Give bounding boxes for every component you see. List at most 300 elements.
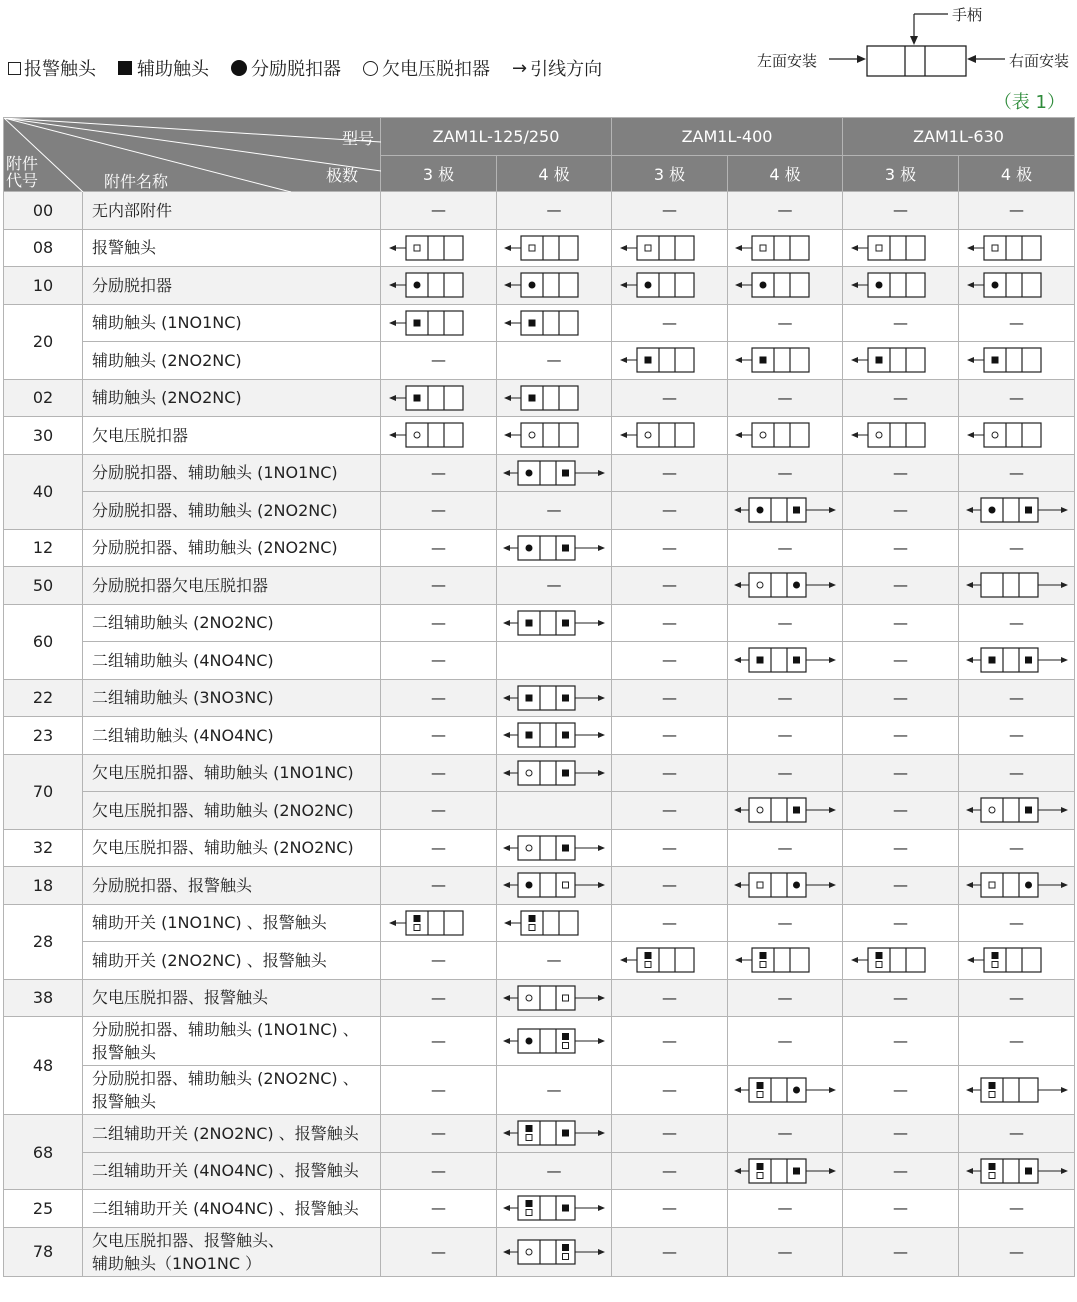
wiring-diagram-cell	[843, 229, 959, 267]
not-available-dash: —	[843, 492, 959, 530]
not-available-dash: —	[843, 679, 959, 717]
accessory-name: 报警触头	[83, 229, 381, 267]
not-available-dash: —	[728, 754, 843, 792]
arrow-left-icon	[503, 845, 510, 851]
not-available-dash: —	[843, 829, 959, 867]
accessory-name: 分励脱扣器、辅助触头 (2NO2NC) 、 报警触头	[83, 1066, 381, 1115]
wiring-diagram-cell	[728, 567, 843, 605]
auxiliary-contact-symbol	[562, 732, 569, 739]
arrow-left-icon	[503, 732, 510, 738]
shunt-release-symbol	[875, 282, 882, 289]
accessory-code: 10	[4, 267, 83, 305]
not-available-dash: —	[843, 979, 959, 1017]
arrow-left-icon	[967, 957, 974, 963]
alarm-contact-symbol	[563, 882, 569, 888]
name-label: 附件名称	[104, 172, 169, 191]
wiring-diagram	[502, 871, 606, 899]
arrow-left-icon	[620, 282, 627, 288]
alarm-contact-symbol	[989, 882, 995, 888]
arrow-left-icon	[966, 507, 973, 513]
table-row	[4, 1227, 1075, 1276]
shunt-release-symbol	[793, 582, 800, 589]
wiring-diagram-cell	[612, 342, 728, 380]
wiring-diagram-cell	[728, 942, 843, 980]
accessory-table	[3, 117, 1075, 1277]
wiring-diagram-cell	[497, 379, 612, 417]
wiring-diagram	[502, 1238, 606, 1266]
not-available-dash: —	[843, 304, 959, 342]
wiring-diagram	[502, 459, 606, 487]
arrow-left-icon	[503, 545, 510, 551]
not-available-dash: —	[612, 642, 728, 680]
wiring-diagram	[502, 234, 606, 262]
not-available-dash: —	[959, 604, 1075, 642]
wiring-diagram-cell	[381, 229, 497, 267]
arrow-left-icon	[504, 282, 511, 288]
wiring-diagram	[965, 571, 1069, 599]
wiring-diagram	[502, 271, 606, 299]
wiring-diagram-cell	[728, 229, 843, 267]
auxiliary-contact-symbol	[562, 1244, 569, 1251]
wiring-diagram-cell	[497, 267, 612, 305]
wiring-diagram	[387, 384, 491, 412]
undervoltage-release-symbol	[757, 807, 763, 813]
wiring-diagram	[965, 871, 1069, 899]
arrow-left-icon	[504, 320, 511, 326]
not-available-dash: —	[843, 717, 959, 755]
wiring-diagram	[965, 646, 1069, 674]
table-row	[4, 267, 1075, 305]
table-row	[4, 792, 1075, 830]
arrow-left-icon	[389, 320, 396, 326]
shunt-release-symbol	[529, 282, 536, 289]
wiring-diagram	[502, 534, 606, 562]
not-available-dash: —	[497, 1152, 612, 1190]
undervoltage-release-symbol	[757, 582, 763, 588]
arrow-left-icon	[620, 245, 627, 251]
arrow-right-icon	[598, 882, 605, 888]
auxiliary-contact-symbol	[1025, 1167, 1032, 1174]
wiring-diagram-cell	[497, 454, 612, 492]
accessory-code: 25	[4, 1190, 83, 1228]
wiring-diagram-cell	[497, 829, 612, 867]
accessory-box	[406, 911, 463, 935]
not-available-dash: —	[497, 192, 612, 230]
table-row	[4, 417, 1075, 455]
wiring-diagram	[502, 609, 606, 637]
accessory-code: 08	[4, 229, 83, 267]
not-available-dash: —	[959, 1190, 1075, 1228]
undervoltage-release-symbol	[526, 1249, 532, 1255]
arrow-left-icon	[966, 657, 973, 663]
auxiliary-contact-symbol	[526, 732, 533, 739]
auxiliary-contact-symbol	[526, 1200, 533, 1207]
not-available-dash: —	[959, 829, 1075, 867]
not-available-dash: —	[843, 379, 959, 417]
accessory-name: 欠电压脱扣器、辅助触头 (2NO2NC)	[83, 792, 381, 830]
alarm-contact-symbol	[757, 1172, 763, 1178]
not-available-dash: —	[728, 192, 843, 230]
wiring-diagram	[387, 421, 491, 449]
wiring-diagram	[733, 421, 837, 449]
wiring-diagram-cell	[497, 1227, 612, 1276]
not-available-dash: —	[612, 679, 728, 717]
wiring-diagram-cell	[843, 942, 959, 980]
accessory-name: 二组辅助触头 (4NO4NC)	[83, 642, 381, 680]
alarm-contact-symbol	[563, 995, 569, 1001]
accessory-code: 00	[4, 192, 83, 230]
not-available-dash: —	[612, 792, 728, 830]
not-available-dash: —	[612, 754, 728, 792]
not-available-dash: —	[497, 942, 612, 980]
wiring-diagram	[733, 796, 837, 824]
wiring-diagram	[965, 796, 1069, 824]
arrow-left-icon	[735, 357, 742, 363]
wiring-diagram-cell	[497, 1115, 612, 1153]
undervoltage-release-symbol	[760, 432, 766, 438]
not-available-dash: —	[843, 1190, 959, 1228]
arrow-left-icon	[966, 582, 973, 588]
accessory-box	[868, 948, 925, 972]
not-available-dash: —	[612, 567, 728, 605]
not-available-dash: —	[728, 979, 843, 1017]
wiring-diagram	[733, 496, 837, 524]
undervoltage-release-symbol	[989, 807, 995, 813]
shunt-release-symbol	[644, 282, 651, 289]
accessory-name: 辅助触头 (2NO2NC)	[83, 342, 381, 380]
arrow-left-icon	[503, 695, 510, 701]
accessory-code: 48	[4, 1017, 83, 1115]
wiring-diagram-cell	[497, 1017, 612, 1066]
wiring-diagram-cell	[497, 529, 612, 567]
not-available-dash: —	[497, 1066, 612, 1115]
auxiliary-contact-symbol	[526, 619, 533, 626]
table-row	[4, 304, 1075, 342]
not-available-dash: —	[843, 192, 959, 230]
not-available-dash: —	[959, 754, 1075, 792]
wiring-diagram	[965, 1076, 1069, 1104]
wiring-diagram-cell	[959, 342, 1075, 380]
arrow-right-icon	[1061, 1087, 1068, 1093]
table-row	[4, 1066, 1075, 1115]
shunt-release-symbol	[793, 882, 800, 889]
table-row	[4, 192, 1075, 230]
wiring-diagram	[733, 1076, 837, 1104]
alarm-contact-symbol	[563, 1253, 569, 1259]
arrow-right-icon	[598, 545, 605, 551]
wiring-diagram-cell	[612, 417, 728, 455]
shunt-release-symbol	[793, 1087, 800, 1094]
wiring-diagram-cell	[843, 267, 959, 305]
accessory-name: 辅助触头 (2NO2NC)	[83, 379, 381, 417]
alarm-contact-symbol	[876, 245, 882, 251]
table-number: （表 1）	[993, 92, 1065, 113]
arrow-left-icon	[389, 920, 396, 926]
wiring-diagram	[965, 271, 1069, 299]
arrow-left-icon	[503, 882, 510, 888]
not-available-dash: —	[728, 679, 843, 717]
model-header: ZAM1L-125/250	[381, 118, 612, 156]
wiring-diagram	[965, 496, 1069, 524]
arrow-left-icon	[851, 357, 858, 363]
arrow-left-icon	[967, 432, 974, 438]
wiring-diagram-cell	[497, 229, 612, 267]
table-row	[4, 679, 1075, 717]
shunt-release-symbol	[1025, 882, 1032, 889]
not-available-dash: —	[381, 679, 497, 717]
wiring-diagram-cell	[959, 492, 1075, 530]
accessory-code: 20	[4, 304, 83, 379]
accessory-code: 23	[4, 717, 83, 755]
arrow-left-icon	[735, 282, 742, 288]
arrow-left-icon	[504, 245, 511, 251]
arrow-left-icon	[503, 1205, 510, 1211]
auxiliary-contact-symbol	[757, 1163, 764, 1170]
arrow-left-icon	[503, 1249, 510, 1255]
alarm-contact-symbol	[526, 1135, 532, 1141]
not-available-dash: —	[381, 454, 497, 492]
alarm-contact-symbol	[989, 1092, 995, 1098]
alarm-contact-symbol	[757, 882, 763, 888]
wiring-diagram	[965, 234, 1069, 262]
accessory-name: 分励脱扣器、辅助触头 (1NO1NC)	[83, 454, 381, 492]
wiring-diagram	[618, 234, 722, 262]
arrow-left-icon	[389, 245, 396, 251]
wiring-diagram-cell	[381, 379, 497, 417]
right-install-label: 右面安装	[1009, 52, 1070, 70]
wiring-diagram-cell	[959, 942, 1075, 980]
table-row	[4, 904, 1075, 942]
wiring-diagram	[965, 946, 1069, 974]
wiring-diagram-cell	[497, 304, 612, 342]
wiring-diagram	[733, 946, 837, 974]
not-available-dash: —	[843, 529, 959, 567]
wiring-diagram	[618, 946, 722, 974]
arrow-right-icon	[598, 845, 605, 851]
arrow-left-icon	[734, 1087, 741, 1093]
alarm-contact-symbol	[414, 924, 420, 930]
alarm-contact-symbol	[760, 245, 766, 251]
arrow-left-icon	[620, 957, 627, 963]
wiring-diagram-cell	[728, 1066, 843, 1115]
wiring-diagram-cell	[728, 1152, 843, 1190]
not-available-dash: —	[612, 1190, 728, 1228]
alarm-contact-symbol	[529, 245, 535, 251]
not-available-dash: —	[843, 904, 959, 942]
wiring-diagram-cell	[728, 342, 843, 380]
not-available-dash: —	[381, 604, 497, 642]
arrow-left-icon	[735, 245, 742, 251]
wiring-diagram-cell	[497, 754, 612, 792]
not-available-dash: —	[612, 454, 728, 492]
accessory-name: 分励脱扣器、辅助触头 (1NO1NC) 、 报警触头	[83, 1017, 381, 1066]
accessory-code: 28	[4, 904, 83, 979]
wiring-diagram-cell	[728, 417, 843, 455]
not-available-dash: —	[959, 454, 1075, 492]
not-available-dash: —	[728, 1227, 843, 1276]
arrow-right-icon	[1061, 882, 1068, 888]
arrow-right-icon	[1061, 582, 1068, 588]
wiring-diagram-cell	[959, 1066, 1075, 1115]
arrow-left-icon	[734, 807, 741, 813]
auxiliary-contact-symbol	[562, 1130, 569, 1137]
alarm-contact-symbol	[876, 962, 882, 968]
wiring-diagram	[733, 234, 837, 262]
wiring-diagram	[733, 646, 837, 674]
auxiliary-contact-symbol	[562, 844, 569, 851]
accessory-name: 欠电压脱扣器、辅助触头 (1NO1NC)	[83, 754, 381, 792]
pole-header: 4 极	[728, 156, 843, 192]
not-available-dash: —	[612, 1017, 728, 1066]
undervoltage-release-symbol	[526, 845, 532, 851]
arrow-left-icon	[620, 432, 627, 438]
not-available-dash: —	[728, 717, 843, 755]
not-available-dash: —	[612, 904, 728, 942]
arrow-left-icon	[734, 882, 741, 888]
wiring-diagram-cell	[497, 604, 612, 642]
header-corner	[4, 118, 381, 192]
wiring-diagram	[965, 1157, 1069, 1185]
arrow-left-icon	[504, 432, 511, 438]
wiring-diagram	[502, 421, 606, 449]
auxiliary-contact-symbol	[1025, 507, 1032, 514]
arrow-left-icon	[389, 395, 396, 401]
accessory-code: 02	[4, 379, 83, 417]
auxiliary-contact-symbol	[413, 394, 420, 401]
auxiliary-contact-symbol	[526, 1125, 533, 1132]
wiring-diagram	[502, 309, 606, 337]
auxiliary-contact-symbol	[562, 769, 569, 776]
wiring-diagram	[387, 909, 491, 937]
arrow-right-icon	[1061, 507, 1068, 513]
not-available-dash: —	[728, 604, 843, 642]
auxiliary-contact-symbol	[529, 319, 536, 326]
accessory-name: 辅助开关 (2NO2NC) 、报警触头	[83, 942, 381, 980]
empty-cell	[497, 642, 612, 680]
alarm-contact-symbol	[645, 962, 651, 968]
auxiliary-contact-symbol	[562, 544, 569, 551]
accessory-code: 50	[4, 567, 83, 605]
wiring-diagram-cell	[381, 267, 497, 305]
not-available-dash: —	[381, 342, 497, 380]
accessory-name: 欠电压脱扣器	[83, 417, 381, 455]
not-available-dash: —	[381, 529, 497, 567]
not-available-dash: —	[381, 867, 497, 905]
undervoltage-release-symbol	[645, 432, 651, 438]
arrow-right-icon	[1061, 807, 1068, 813]
wiring-diagram-cell	[728, 267, 843, 305]
not-available-dash: —	[612, 867, 728, 905]
arrow-left-icon	[503, 995, 510, 1001]
alarm-contact-symbol	[414, 245, 420, 251]
undervoltage-release-symbol	[526, 995, 532, 1001]
auxiliary-contact-symbol	[562, 619, 569, 626]
auxiliary-contact-symbol	[1025, 807, 1032, 814]
arrow-left-icon	[851, 282, 858, 288]
auxiliary-contact-symbol	[562, 694, 569, 701]
wiring-diagram	[733, 346, 837, 374]
not-available-dash: —	[612, 529, 728, 567]
auxiliary-contact-symbol	[793, 507, 800, 514]
wiring-diagram	[849, 946, 953, 974]
auxiliary-contact-symbol	[413, 319, 420, 326]
table-row	[4, 1190, 1075, 1228]
alarm-contact-symbol	[989, 1172, 995, 1178]
not-available-dash: —	[497, 567, 612, 605]
model-label: 型号	[341, 129, 374, 148]
wiring-diagram-cell	[612, 267, 728, 305]
table-row	[4, 1115, 1075, 1153]
table-row	[4, 379, 1075, 417]
undervoltage-release-symbol	[414, 432, 420, 438]
not-available-dash: —	[612, 604, 728, 642]
alarm-contact-symbol	[645, 245, 651, 251]
not-available-dash: —	[959, 1227, 1075, 1276]
not-available-dash: —	[843, 1017, 959, 1066]
alarm-contact-symbol	[526, 1210, 532, 1216]
accessory-name: 分励脱扣器、辅助触头 (2NO2NC)	[83, 492, 381, 530]
not-available-dash: —	[728, 829, 843, 867]
accessory-box	[521, 911, 578, 935]
shunt-release-symbol	[526, 544, 533, 551]
wiring-diagram-cell	[843, 342, 959, 380]
wiring-diagram-cell	[728, 792, 843, 830]
accessory-name: 辅助开关 (1NO1NC) 、报警触头	[83, 904, 381, 942]
wiring-diagram	[849, 271, 953, 299]
not-available-dash: —	[497, 342, 612, 380]
accessory-name: 欠电压脱扣器、报警触头	[83, 979, 381, 1017]
wiring-diagram-cell	[497, 867, 612, 905]
auxiliary-contact-symbol	[757, 657, 764, 664]
not-available-dash: —	[959, 717, 1075, 755]
accessory-name: 分励脱扣器、报警触头	[83, 867, 381, 905]
shunt-release-symbol	[988, 507, 995, 514]
auxiliary-contact-symbol	[793, 1167, 800, 1174]
auxiliary-contact-symbol	[875, 952, 882, 959]
accessory-table-body	[4, 192, 1075, 1277]
installation-diagram	[0, 0, 1077, 90]
auxiliary-contact-symbol	[988, 1163, 995, 1170]
pole-header: 3 极	[381, 156, 497, 192]
auxiliary-contact-symbol	[991, 952, 998, 959]
accessory-name: 分励脱扣器、辅助触头 (2NO2NC)	[83, 529, 381, 567]
not-available-dash: —	[959, 679, 1075, 717]
not-available-dash: —	[381, 1227, 497, 1276]
table-row	[4, 604, 1075, 642]
arrow-left-icon	[734, 657, 741, 663]
accessory-code: 40	[4, 454, 83, 529]
not-available-dash: —	[843, 792, 959, 830]
not-available-dash: —	[381, 567, 497, 605]
wiring-diagram	[387, 309, 491, 337]
not-available-dash: —	[381, 942, 497, 980]
legend-item-alarm: 报警触头	[8, 55, 96, 81]
not-available-dash: —	[612, 1227, 728, 1276]
not-available-dash: —	[843, 1066, 959, 1115]
shunt-release-symbol	[526, 882, 533, 889]
arrow-right-icon	[598, 1130, 605, 1136]
wiring-diagram-cell	[497, 1190, 612, 1228]
wiring-diagram-cell	[381, 417, 497, 455]
wiring-diagram-cell	[959, 792, 1075, 830]
arrow-right-icon	[598, 1205, 605, 1211]
wiring-diagram-cell	[959, 267, 1075, 305]
auxiliary-contact-symbol	[991, 357, 998, 364]
accessory-name: 二组辅助触头 (4NO4NC)	[83, 717, 381, 755]
not-available-dash: —	[381, 829, 497, 867]
pole-header: 3 极	[843, 156, 959, 192]
wiring-diagram	[502, 834, 606, 862]
